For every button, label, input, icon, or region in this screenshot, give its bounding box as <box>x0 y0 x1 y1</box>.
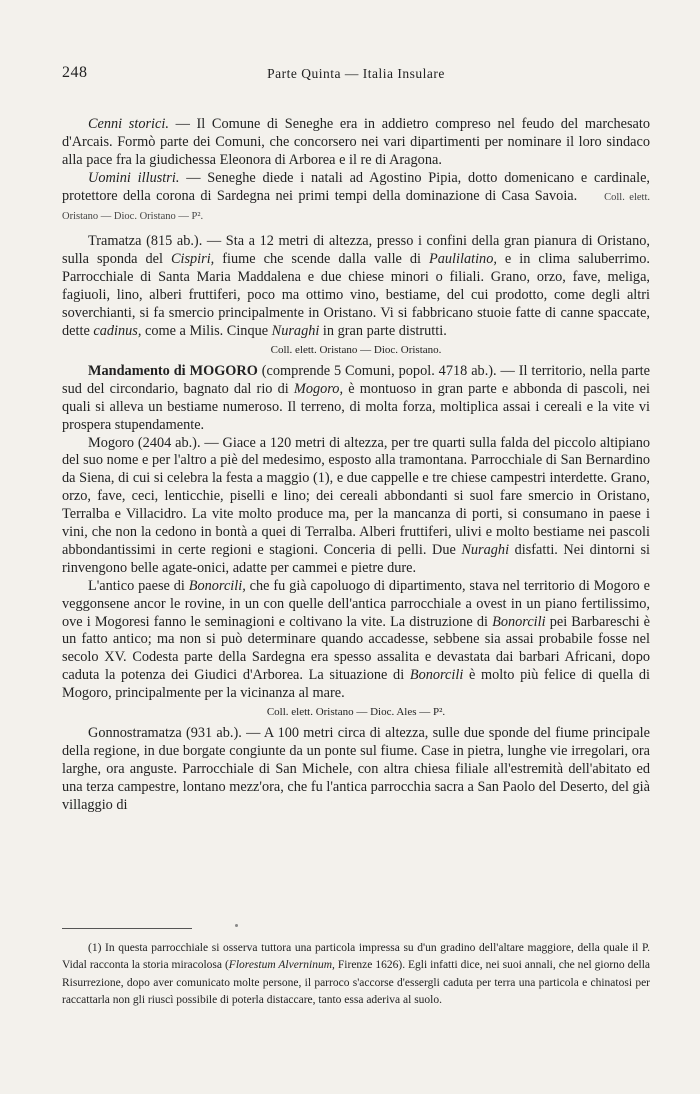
paragraph-text: fiume che scende dalla valle di <box>214 251 429 268</box>
paragraph-text: — Sta a 12 metri di altezza, presso i confini della gran pianura di Oristano, sulla sponda del <box>62 233 650 268</box>
paragraph-uomini-illustri <box>62 170 650 226</box>
paragraph-gonnostramatza <box>62 725 650 815</box>
running-title: Parte Quinta — Italia Insulare <box>267 66 445 81</box>
electoral-note: Coll. elett. Oristano — Dioc. Ales — P². <box>266 706 446 719</box>
italic-term: Cispiri, <box>170 251 215 268</box>
italic-term: Bonorcili <box>492 613 546 630</box>
district-name: Mandamento di MOGORO <box>88 362 258 379</box>
page-body <box>62 116 650 815</box>
paragraph-text: disfatti. Nei dintorni si rinvengono belle agate-onici, adatte per cammei e pietre dure. <box>62 541 650 576</box>
electoral-note: Coll. elett. Oristano — Dioc. Oristano. <box>270 343 442 356</box>
paragraph-mogoro <box>62 435 650 578</box>
footnote-text <box>62 940 650 1009</box>
paragraph-text: che fu già capoluogo di dipartimento, stava nel territorio di Mogoro e veggonsene ancor le rovine, in un con quelle dell'antica parrocchiale a ovest in un piano fertilissimo, ove i Mogoresi fanno le seminagioni e coltivano la vite. La distruzione di <box>62 577 650 630</box>
paragraph-text: — A 100 metri circa di altezza, sulle due sponde del fiume principale della regione, in due borgate congiunte da un ponte sul fiume. Case in pietra, lunghe vie irregolari, ora larghe, ora anguste. Parrocchiale di San Michele, con altra chiesa filiale all'estremità dell'abitato ed una terza campestre, lontano mezz'ora, che fu l'antica parrocchia sacra a San Paolo del Deserto, del già villaggio di <box>62 725 650 813</box>
paragraph-text: pei Barbareschi è un fatto antico; ma non si può determinare quando accadesse, sebbene sia assai probabile fosse nel secolo XV. Codesta parte della Sardegna era spesso assalita e devastata dai barbari Africani, dopo caduta la potenza dei Giudici d'Arborea. La situazione di <box>62 613 650 684</box>
paragraph-text: (comprende 5 Comuni, popol. 4718 ab.). — Il territorio, nella parte sud del circondario, bagnato dal rio di <box>62 362 650 397</box>
place-name: Mogoro (2404 ab.). <box>88 434 201 451</box>
place-name: Gonnostramatza (931 ab.). <box>88 725 242 742</box>
paragraph-text: è montuoso in gran parte e abbonda di pascoli, nei quali si alleva un bestiame numeroso. Il terreno, di molta forza, moltiplica assai i cereali e la vite vi prospera stupendamente. <box>62 380 650 433</box>
paragraph-text: in gran parte distrutti. <box>319 322 447 339</box>
paragraph-text: è molto più felice di quella di Mogoro, principalmente per la vicinanza al mare. <box>62 667 650 702</box>
place-name: Tramatza (815 ab.). <box>88 233 203 250</box>
footnote-text-part: Firenze 1626). Egli infatti dice, nei suoi annali, che nel giorno della Risurrezione, dopo aver comunicato molte persone, il parroco s'accorse d'essergli caduta per terra una particola e chinatosi per raccattarla non gli riuscì possibile di poterla distaccare, tanto essa aderiva al suolo. <box>62 959 651 1006</box>
section-label: Uomini illustri. <box>88 169 180 186</box>
italic-term: cadinus, <box>93 322 142 339</box>
page-number: 248 <box>62 64 88 81</box>
electoral-note: Coll. elett. Oristano — Dioc. Oristano — P². <box>62 191 650 222</box>
italic-term: Florestum Alverninum, <box>228 959 335 972</box>
italic-term: Bonorcili <box>409 667 464 684</box>
paragraph-mandamento-mogoro <box>62 363 650 435</box>
italic-term: Mogoro, <box>293 380 344 397</box>
paragraph-text: e in clima saluberrimo. Parrocchiale di Santa Maria Maddalena e due chiese minori o filiali. Grano, orzo, fave, meliga, fagiuoli, lino, alberi fruttiferi, poco ma ottimo vino, bestiame, del cui prodotto, come degli altri soverchianti, si fa smercio principalmente in Oristano. Vi si fabbricano stuoie fatte di canne spaccate, dette <box>62 251 650 339</box>
paragraph-tramatza <box>62 233 650 340</box>
page-header <box>62 64 650 86</box>
footnote-text-part: (1) In questa parrocchiale si osserva tuttora una particola impressa su d'un gradino dell'altare maggiore, della quale il P. Vidal racconta la storia miracolosa ( <box>62 942 650 972</box>
section-label: Cenni storici. <box>88 116 169 132</box>
footnote-rule <box>62 928 192 929</box>
italic-term: Bonorcili, <box>188 577 246 594</box>
paragraph-cenni-storici <box>62 116 650 170</box>
italic-term: Paulilatino, <box>429 251 497 268</box>
paragraph-text: come a Milis. Cinque <box>141 322 272 339</box>
italic-term: Nuraghi <box>461 541 510 558</box>
paragraph-text: — Il Comune di Seneghe era in addietro compreso nel feudo del marchesato d'Arcais. Formò parte dei Comuni, che concorsero nei vari dipartimenti per nominare il loro sindaco alla pace fra la giudichessa Eleonora di Arborea e il re di Aragona. <box>62 116 650 168</box>
paragraph-text: L'antico paese di <box>88 577 189 594</box>
paragraph-text: — Seneghe diede i natali ad Agostino Pipia, dotto domenicano e cardinale, protettore della corona di Sardegna nei primi tempi della dominazione di Casa Savoia. <box>62 169 650 204</box>
paragraph-bonorcili <box>62 578 650 703</box>
separator-dot <box>235 924 238 927</box>
italic-term: Nuraghi <box>271 322 320 339</box>
paragraph-text: — Giace a 120 metri di altezza, per tre quarti sulla falda del piccolo altipiano del suo nome e per l'altro a piè del medesimo, esposto alla tramontana. Parrocchiale di San Bernardino da Siena, di cui si celebra la festa a maggio (1), e due cappelle e tre chiese campestri interdette. Grano, orzo, fave, ceci, lenticchie, piselli e lino; dei cereali abbondanti si suol fare smercio in Oristano, Terralba e Villacidro. La vite molto produce ma, per la mancanza di porti, si consumano in paese i vini, che non la cedono in bontà a quei di Terralba. Alberi fruttiferi, ulivi e molto bestiame nei pascoli abbondantissimi in certe regioni e stagioni. Conceria di pelli. Due <box>62 434 651 558</box>
footnote <box>62 940 650 1009</box>
